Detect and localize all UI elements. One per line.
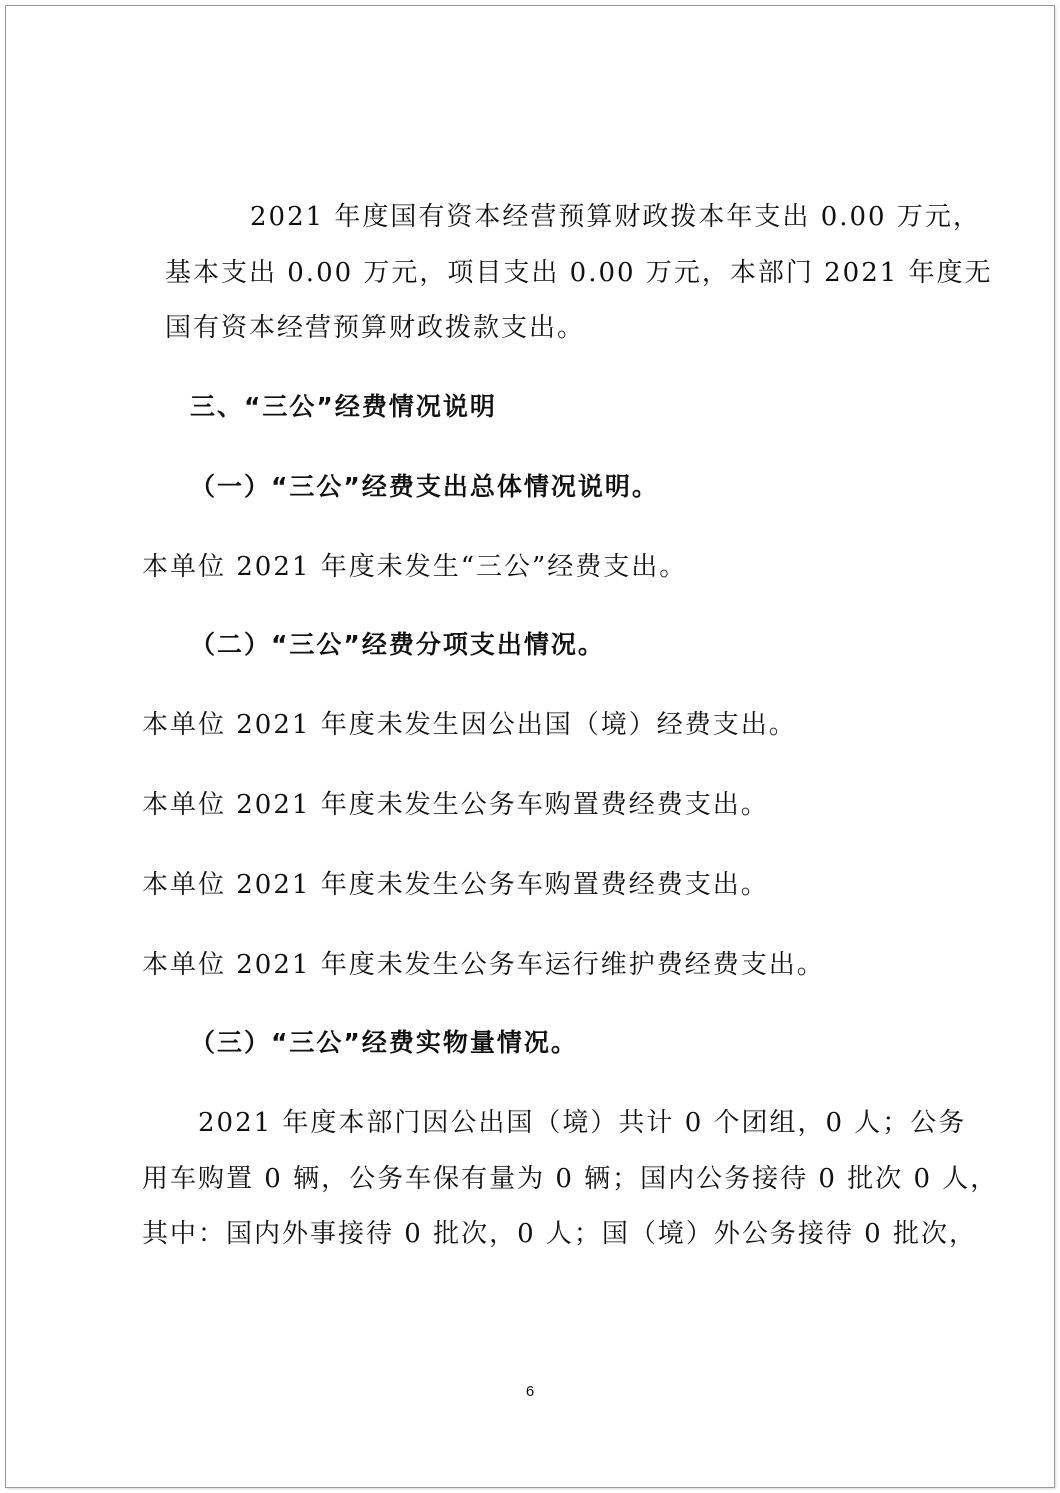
text-itemized-vehicle-purchase-1: 本单位 2021 年度未发生公务车购置费经费支出。: [142, 790, 769, 820]
text-itemized-abroad: 本单位 2021 年度未发生因公出国（境）经费支出。: [142, 710, 797, 740]
text-itemized-vehicle-purchase-2: 本单位 2021 年度未发生公务车购置费经费支出。: [142, 870, 769, 900]
paragraph-quantity-line-3: 其中：国内外事接待 0 批次，0 人；国（境）外公务接待 0 批次，: [142, 1219, 977, 1249]
text-overall: 本单位 2021 年度未发生“三公”经费支出。: [142, 552, 688, 582]
paragraph-quantity-line-2: 用车购置 0 辆，公务车保有量为 0 辆；国内公务接待 0 批次 0 人，: [142, 1164, 999, 1194]
subheading-itemized: （二）“三公”经费分项支出情况。: [190, 630, 605, 659]
subheading-physical-quantity: （三）“三公”经费实物量情况。: [190, 1028, 578, 1057]
paragraph-budget-line-1: 2021 年度国有资本经营预算财政拨本年支出 0.00 万元，: [250, 202, 981, 232]
page-number: 6: [525, 1383, 535, 1400]
section-heading-three-public: 三、“三公”经费情况说明: [190, 392, 497, 421]
subheading-overall: （一）“三公”经费支出总体情况说明。: [190, 472, 659, 501]
text-itemized-vehicle-maintenance: 本单位 2021 年度未发生公务车运行维护费经费支出。: [142, 950, 825, 980]
paragraph-budget-line-2: 基本支出 0.00 万元，项目支出 0.00 万元，本部门 2021 年度无: [165, 258, 993, 288]
paragraph-budget-line-3: 国有资本经营预算财政拨款支出。: [165, 313, 586, 343]
paragraph-quantity-line-1: 2021 年度本部门因公出国（境）共计 0 个团组，0 人；公务: [198, 1108, 967, 1138]
